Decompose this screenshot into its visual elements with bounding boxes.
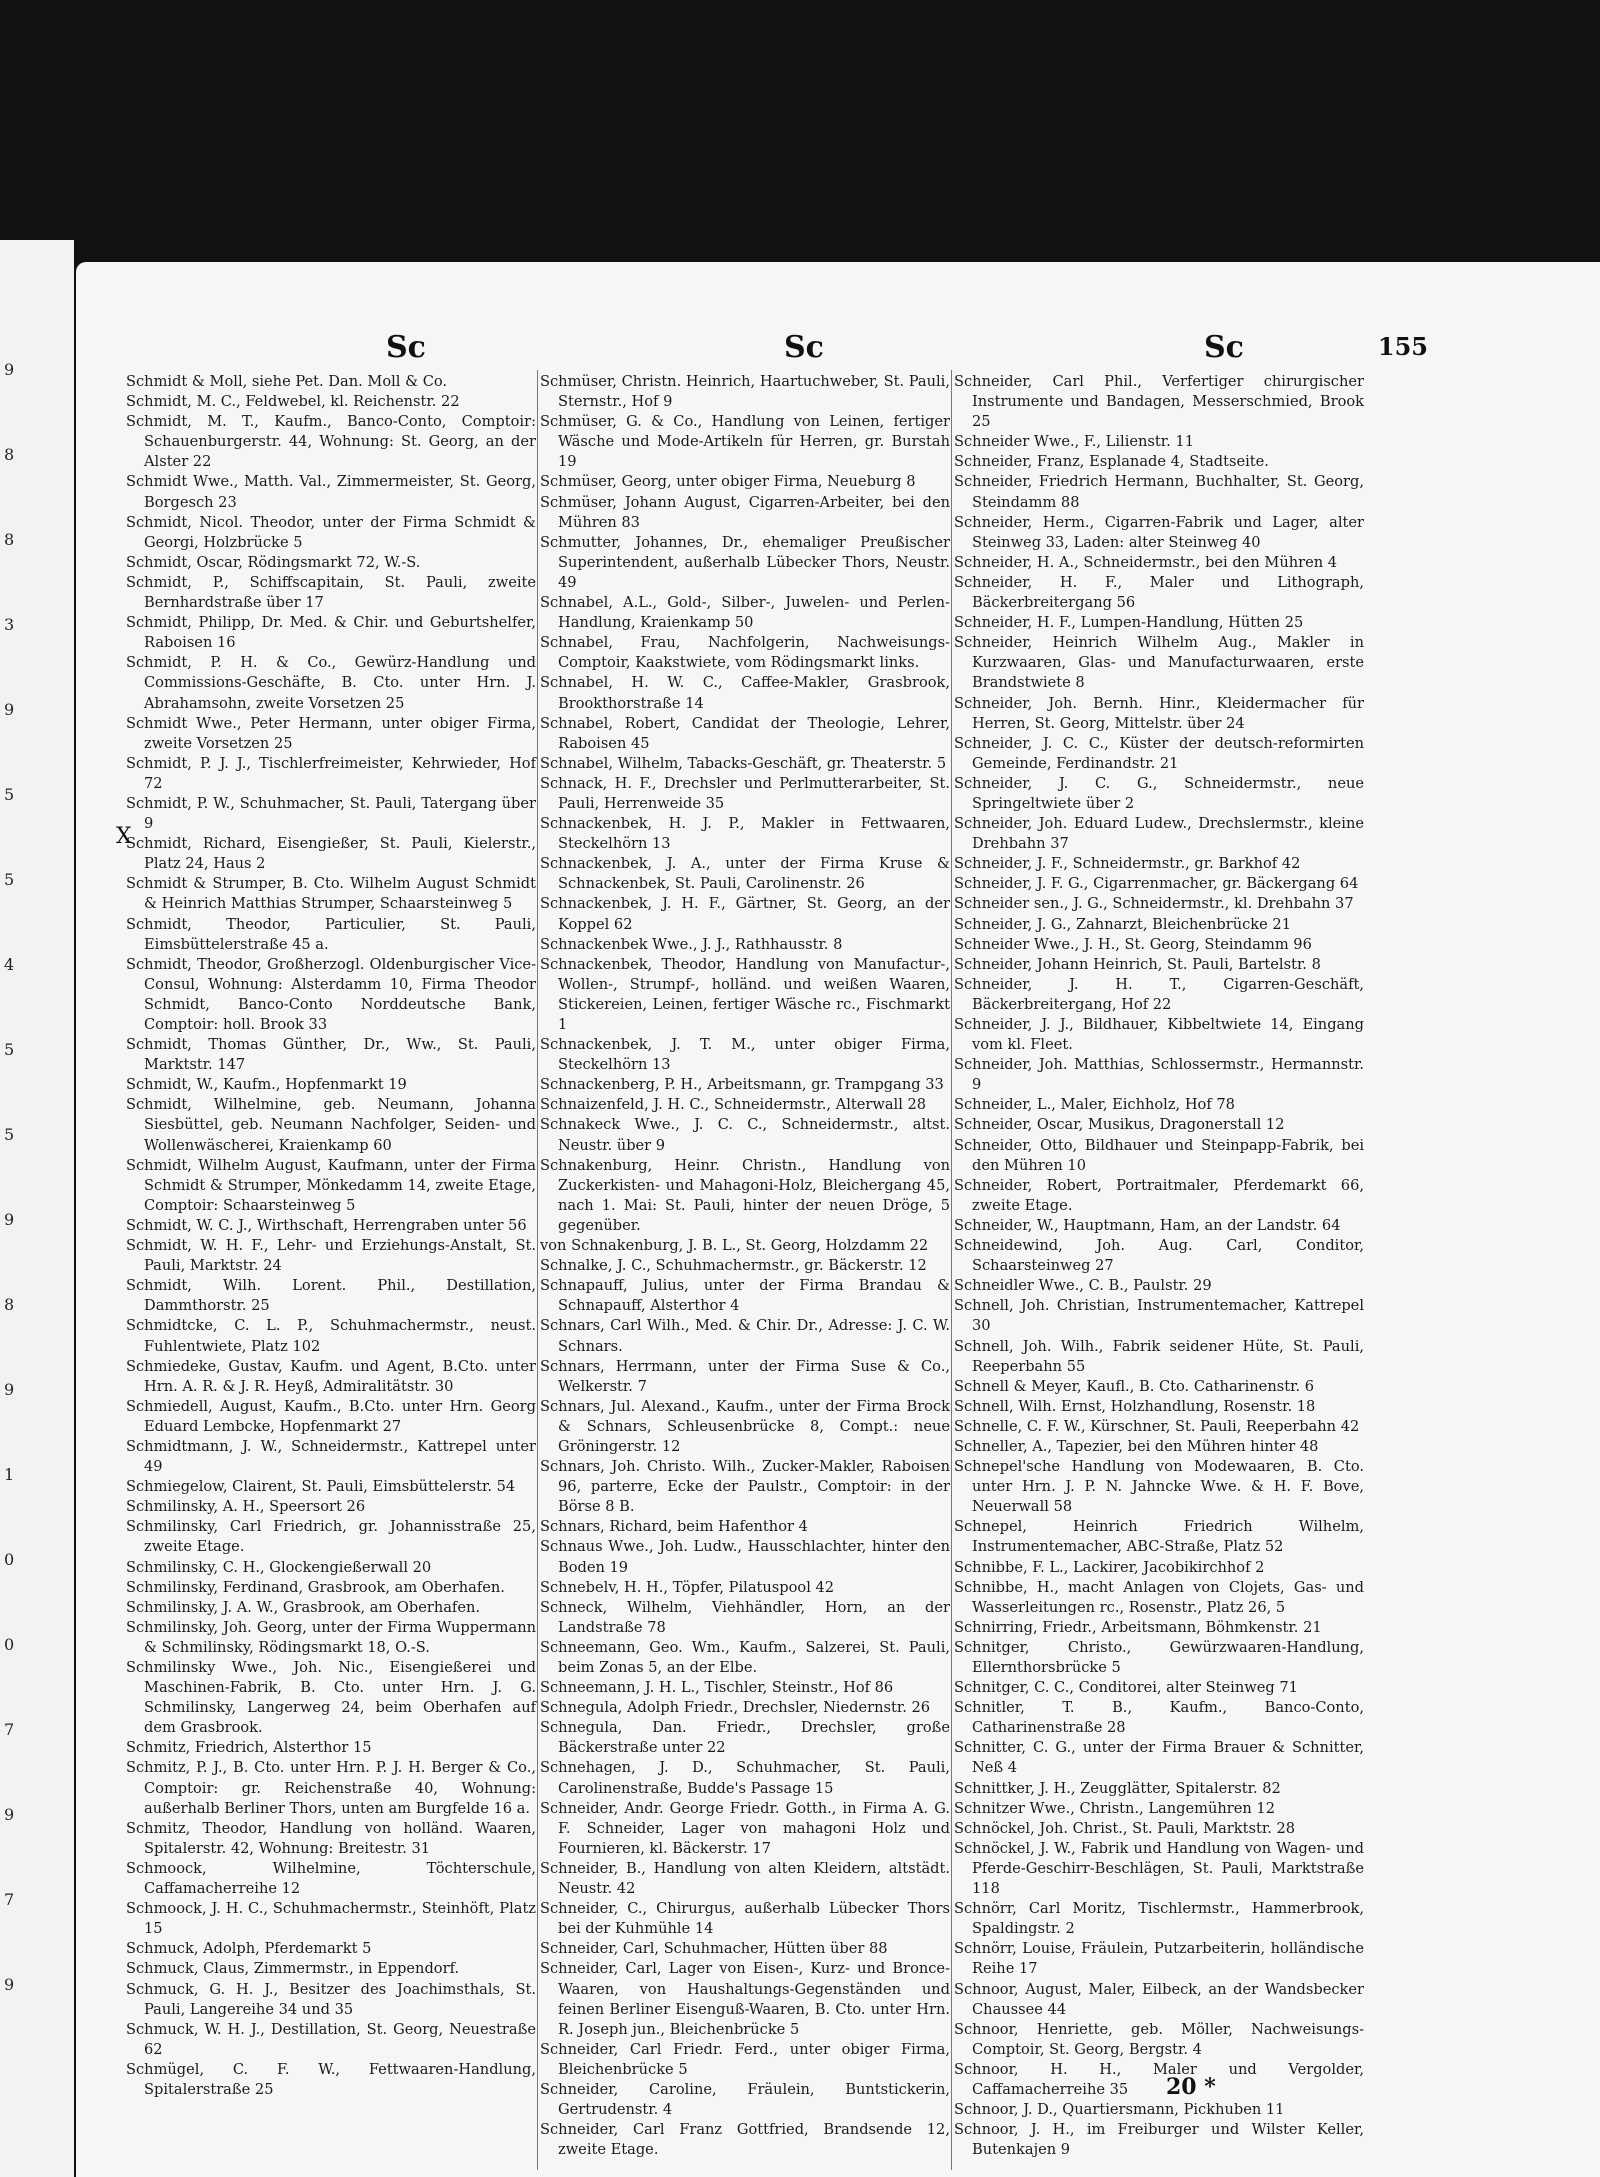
directory-entry: Schmilinsky, Ferdinand, Grasbrook, am Oberhafen. (126, 1578, 505, 1596)
adjacent-page-fragment: 5 (4, 870, 15, 889)
directory-entry: Schmilinsky, A. H., Speersort 26 (126, 1498, 366, 1516)
directory-entry: Schnars, Carl Wilh., Med. & Chir. Dr., Adresse: J. C. W. Schnars. (540, 1317, 950, 1355)
directory-entry: Schneider, J. H. T., Cigarren-Geschäft, Bäckerbreitergang, Hof 22 (954, 975, 1364, 1013)
directory-entry: Schmidt, Wilh. Lorent. Phil., Destillation, Dammthorstr. 25 (126, 1277, 536, 1315)
directory-entry: Schmidt, Theodor, Particulier, St. Pauli, Eimsbüttelerstraße 45 a. (126, 915, 536, 953)
directory-entry: Schnell, Wilh. Ernst, Holzhandlung, Rosenstr. 18 (954, 1397, 1316, 1415)
directory-entry: Schneider, B., Handlung von alten Kleidern, altstädt. Neustr. 42 (540, 1859, 950, 1898)
directory-entry: Schnars, Herrmann, unter der Firma Suse & Co., Welkerstr. 7 (540, 1357, 950, 1395)
directory-entry: Schneller, A., Tapezier, bei den Mühren hinter 48 (954, 1437, 1319, 1455)
adjacent-page-strip (0, 240, 74, 2177)
directory-entry: Schneider, L., Maler, Eichholz, Hof 78 (954, 1096, 1235, 1114)
directory-entry: Schnoor, August, Maler, Eilbeck, an der Wandsbecker Chaussee 44 (954, 1980, 1364, 2018)
directory-entry: Schmidt, P., Schiffscapitain, St. Pauli, zweite Bernhardstraße über 17 (126, 573, 536, 612)
directory-entry: Schmügel, C. F. W., Fettwaaren-Handlung, Spitalerstraße 25 (126, 2060, 536, 2098)
directory-entry: Schneider, Friedrich Hermann, Buchhalter, St. Georg, Steindamm 88 (954, 473, 1364, 511)
directory-entry: Schmitz, Theodor, Handlung von holländ. Waaren, Spitalerstr. 42, Wohnung: Breitestr. 31 (126, 1819, 536, 1857)
directory-entry: Schmidt, W. H. F., Lehr- und Erziehungs-Anstalt, St. Pauli, Marktstr. 24 (126, 1237, 536, 1275)
directory-entry: Schnackenbek, J. H. F., Gärtner, St. Georg, an der Koppel 62 (540, 895, 950, 933)
directory-entry: Schneider, J. C. G., Schneidermstr., neue Springeltwiete über 2 (954, 774, 1364, 812)
directory-entry: Schnitzer Wwe., Christn., Langemühren 12 (954, 1799, 1275, 1817)
adjacent-page-fragment: 0 (4, 1550, 15, 1569)
directory-entry: Schnaus Wwe., Joh. Ludw., Hausschlachter, hinter den Boden 19 (540, 1538, 950, 1576)
directory-entry: Schneider, Carl, Lager von Eisen-, Kurz- und Bronce-Waaren, von Haushaltungs-Gegenständen und feinen Berliner Eisenguß-Waaren, B. Cto. unter Hrn. R. Joseph jun., Bleichenbrücke 5 (540, 1960, 950, 2038)
directory-entry: Schneider, W., Hauptmann, Ham, an der Landstr. 64 (954, 1216, 1341, 1234)
directory-entry: Schnaizenfeld, J. H. C., Schneidermstr., Alterwall 28 (540, 1096, 927, 1114)
header-letter-middle: Sc (784, 330, 824, 365)
directory-entry: Schmidtcke, C. L. P., Schuhmachermstr., neust. Fuhlentwiete, Platz 102 (126, 1317, 536, 1355)
directory-entry: Schmidt, Wilhelmine, geb. Neumann, Johanna Siesbüttel, geb. Neumann Nachfolger, Seiden- und Wollenwäscherei, Kraienkamp 60 (126, 1096, 536, 1154)
directory-entry: Schnittker, J. H., Zeugglätter, Spitalerstr. 82 (954, 1779, 1281, 1797)
directory-entry: Schnackenbek, J. T. M., unter obiger Firma, Steckelhörn 13 (540, 1036, 950, 1074)
directory-entry: Schneider, Otto, Bildhauer und Steinpapp-Fabrik, bei den Mühren 10 (954, 1136, 1364, 1174)
directory-entry: Schneider, Andr. George Friedr. Gotth., in Firma A. G. F. Schneider, Lager von mahagoni Holz und Fournieren, kl. Bäckerstr. 17 (540, 1799, 950, 1857)
directory-entry: Schneider, J. C. C., Küster der deutsch-reformirten Gemeinde, Ferdinandstr. 21 (954, 734, 1364, 772)
header-letter-right: Sc (1204, 330, 1244, 365)
directory-entry: Schnoor, H. H., Maler und Vergolder, Caffamacherreihe 35 (954, 2060, 1364, 2098)
directory-entry: Schmüser, G. & Co., Handlung von Leinen, fertiger Wäsche und Mode-Artikeln für Herren, gr. Burstah 19 (540, 413, 950, 471)
adjacent-page-fragment: 9 (4, 360, 15, 379)
directory-entry: Schnell, Joh. Christian, Instrumentemacher, Kattrepel 30 (954, 1297, 1364, 1335)
directory-entry: Schneider, J. F. G., Cigarrenmacher, gr. Bäckergang 64 (954, 875, 1359, 893)
directory-entry: Schnell & Meyer, Kaufl., B. Cto. Catharinenstr. 6 (954, 1377, 1315, 1395)
directory-entry: Schneidewind, Joh. Aug. Carl, Conditor, Schaarsteinweg 27 (954, 1237, 1364, 1275)
page-header (156, 330, 1428, 370)
page-number: 155 (1377, 332, 1428, 361)
directory-entry: Schmiedeke, Gustav, Kaufm. und Agent, B.Cto. unter Hrn. A. R. & J. R. Heyß, Admiralitätstr. 30 (126, 1357, 536, 1395)
directory-entry: Schneider, Johann Heinrich, St. Pauli, Bartelstr. 8 (954, 955, 1321, 973)
directory-entry: Schneck, Wilhelm, Viehhändler, Horn, an der Landstraße 78 (540, 1598, 950, 1636)
directory-entry: Schnabel, A.L., Gold-, Silber-, Juwelen- und Perlen-Handlung, Kraienkamp 50 (540, 594, 950, 632)
directory-entry: Schmidt & Strumper, B. Cto. Wilhelm August Schmidt & Heinrich Matthias Strumper, Schaarsteinweg 5 (126, 875, 536, 913)
directory-entry: Schmitz, Friedrich, Alsterthor 15 (126, 1739, 372, 1757)
directory-entry: Schnörr, Louise, Fräulein, Putzarbeiterin, holländische Reihe 17 (954, 1940, 1364, 1978)
adjacent-page-fragment: 9 (4, 1975, 15, 1994)
directory-entry: Schnakenburg, Heinr. Christn., Handlung von Zuckerkisten- und Mahagoni-Holz, Bleichergang 45, nach 1. Mai: St. Pauli, hinter der neuen Dröge, 5 gegenüber. (540, 1156, 950, 1234)
directory-entry: Schneider, Carl Phil., Verfertiger chirurgischer Instrumente und Bandagen, Messerschmied, Brook 25 (954, 373, 1364, 431)
directory-entry: Schmidt, P. J. J., Tischlerfreimeister, Kehrwieder, Hof 72 (126, 754, 536, 792)
directory-entry: Schmidt, M. T., Kaufm., Banco-Conto, Comptoir: Schauenburgerstr. 44, Wohnung: St. Georg, an der Alster 22 (126, 413, 536, 471)
directory-entry: Schnabel, Frau, Nachfolgerin, Nachweisungs-Comptoir, Kaakstwiete, vom Rödingsmarkt links. (540, 634, 950, 672)
directory-entry: Schnöckel, J. W., Fabrik und Handlung von Wagen- und Pferde-Geschirr-Beschlägen, St. Pauli, Marktstraße 118 (954, 1839, 1364, 1898)
directory-entry: Schmuck, G. H. J., Besitzer des Joachimsthals, St. Pauli, Langereihe 34 und 35 (126, 1980, 536, 2018)
adjacent-page-fragment: 8 (4, 530, 15, 549)
directory-entry: Schneider, Franz, Esplanade 4, Stadtseite. (954, 453, 1269, 471)
directory-entry: Schnoor, J. D., Quartiersmann, Pickhuben 11 (954, 2101, 1285, 2119)
directory-entry: Schnabel, Wilhelm, Tabacks-Geschäft, gr. Theaterstr. 5 (540, 754, 947, 772)
directory-entry: Schnibbe, F. L., Lackirer, Jacobikirchhof 2 (954, 1558, 1265, 1576)
adjacent-page-fragment: 9 (4, 1380, 15, 1399)
directory-entry: Schmuck, Adolph, Pferdemarkt 5 (126, 1940, 372, 1958)
directory-entry: Schnebelv, H. H., Töpfer, Pilatuspool 42 (540, 1578, 835, 1596)
directory-entry: Schnackenbek, J. A., unter der Firma Kruse & Schnackenbek, St. Pauli, Carolinenstr. 26 (540, 855, 950, 893)
directory-entry: Schneider, Carl, Schuhmacher, Hütten über 88 (540, 1940, 888, 1958)
directory-entry: Schneider, Caroline, Fräulein, Buntstickerin, Gertrudenstr. 4 (540, 2080, 950, 2119)
directory-entry: Schmidt Wwe., Matth. Val., Zimmermeister, St. Georg, Borgesch 23 (126, 473, 536, 511)
directory-entry: Schmidt, P. W., Schuhmacher, St. Pauli, Tatergang über 9 (126, 794, 536, 833)
directory-entry: Schmidt, Richard, Eisengießer, St. Pauli, Kielerstr., Platz 24, Haus 2 (126, 835, 536, 873)
directory-entry: Schneider, H. F., Lumpen-Handlung, Hütten 25 (954, 614, 1304, 632)
directory-entry: Schmilinsky, Joh. Georg, unter der Firma Wuppermann & Schmilinsky, Rödingsmarkt 18, O.-S. (126, 1618, 536, 1656)
adjacent-page-fragment: 7 (4, 1890, 15, 1909)
directory-entry: Schneider, J. G., Zahnarzt, Bleichenbrücke 21 (954, 915, 1291, 933)
directory-entry: Schnepel'sche Handlung von Modewaaren, B. Cto. unter Hrn. J. P. N. Jahncke Wwe. & H. F. Bove, Neuerwall 58 (954, 1458, 1364, 1516)
directory-entry: Schneider, J. J., Bildhauer, Kibbeltwiete 14, Eingang vom kl. Fleet. (954, 1016, 1364, 1054)
adjacent-page-fragment: 4 (4, 955, 15, 974)
directory-entry: Schnitter, C. G., unter der Firma Brauer & Schnitter, Neß 4 (954, 1739, 1364, 1777)
directory-entry: Schneidler Wwe., C. B., Paulstr. 29 (954, 1277, 1212, 1295)
directory-entry: Schmidt, W. C. J., Wirthschaft, Herrengraben unter 56 (126, 1216, 527, 1234)
directory-entry: Schnitger, C. C., Conditorei, alter Steinweg 71 (954, 1679, 1298, 1697)
directory-entry: Schnoor, Henriette, geb. Möller, Nachweisungs-Comptoir, St. Georg, Bergstr. 4 (954, 2020, 1364, 2058)
column-rule (537, 370, 538, 2170)
directory-entry: Schnackenberg, P. H., Arbeitsmann, gr. Trampgang 33 (540, 1076, 944, 1094)
directory-entry: Schmilinsky, C. H., Glockengießerwall 20 (126, 1558, 432, 1576)
directory-entry: Schnibbe, H., macht Anlagen von Clojets, Gas- und Wasserleitungen rc., Rosenstr., Platz 26, 5 (954, 1578, 1364, 1616)
directory-entry: Schnegula, Dan. Friedr., Drechsler, große Bäckerstraße unter 22 (540, 1719, 950, 1757)
directory-entry: Schmitz, P. J., B. Cto. unter Hrn. P. J. H. Berger & Co., Comptoir: gr. Reichenstraße 40, Wohnung: außerhalb Berliner Thors, unten am Burgfelde 16 a. (126, 1759, 536, 1817)
directory-entry: Schnabel, Robert, Candidat der Theologie, Lehrer, Raboisen 45 (540, 714, 950, 752)
adjacent-page-fragment: 0 (4, 1635, 15, 1654)
directory-entry: Schmidtmann, J. W., Schneidermstr., Kattrepel unter 49 (126, 1437, 536, 1476)
directory-entry: Schnars, Jul. Alexand., Kaufm., unter der Firma Brock & Schnars, Schleusenbrücke 8, Compt.: neue Gröningerstr. 12 (540, 1397, 950, 1455)
directory-entry: Schnepel, Heinrich Friedrich Wilhelm, Instrumentemacher, ABC-Straße, Platz 52 (954, 1518, 1364, 1556)
directory-entry: Schmiegelow, Clairent, St. Pauli, Eimsbüttelerstr. 54 (126, 1478, 516, 1496)
directory-entry: Schmidt, Theodor, Großherzogl. Oldenburgischer Vice-Consul, Wohnung: Alsterdamm 10, Firma Theodor Schmidt, Banco-Conto Norddeutsche Bank, Comptoir: holl. Brook 33 (126, 955, 536, 1033)
directory-entry: Schnalke, J. C., Schuhmachermstr., gr. Bäckerstr. 12 (540, 1257, 927, 1275)
header-letter-left: Sc (386, 330, 426, 365)
directory-entry: Schnegula, Adolph Friedr., Drechsler, Niedernstr. 26 (540, 1699, 931, 1717)
directory-entry: Schmuck, Claus, Zimmermstr., in Eppendorf. (126, 1960, 460, 1978)
directory-entry: Schmüser, Christn. Heinrich, Haartuchweber, St. Pauli, Sternstr., Hof 9 (540, 373, 950, 411)
directory-entry: Schmilinsky Wwe., Joh. Nic., Eisengießerei und Maschinen-Fabrik, B. Cto. unter Hrn. J. G. Schmilinsky, Langerweg 24, beim Oberhafen auf dem Grasbrook. (126, 1659, 536, 1737)
signature-mark: 20 * (1166, 2074, 1216, 2100)
directory-entry: Schmuck, W. H. J., Destillation, St. Georg, Neuestraße 62 (126, 2020, 536, 2058)
margin-mark: X (116, 824, 132, 849)
directory-entry: Schnehagen, J. D., Schuhmacher, St. Pauli, Carolinenstraße, Budde's Passage 15 (540, 1759, 950, 1797)
adjacent-page-fragment: 9 (4, 700, 15, 719)
adjacent-page-fragment: 7 (4, 1720, 15, 1739)
directory-entry: Schneider, J. F., Schneidermstr., gr. Barkhof 42 (954, 855, 1301, 873)
adjacent-page-fragment: 8 (4, 445, 15, 464)
directory-entry: Schmüser, Johann August, Cigarren-Arbeiter, bei den Mühren 83 (540, 493, 950, 531)
directory-entry: Schmoock, J. H. C., Schuhmachermstr., Steinhöft, Platz 15 (126, 1900, 536, 1938)
directory-entry: Schneider, Heinrich Wilhelm Aug., Makler in Kurzwaaren, Glas- und Manufacturwaaren, erste Brandstwiete 8 (954, 634, 1364, 692)
directory-entry: Schmidt Wwe., Peter Hermann, unter obiger Firma, zweite Vorsetzen 25 (126, 714, 536, 752)
directory-entry: Schneider, Joh. Bernh. Hinr., Kleidermacher für Herren, St. Georg, Mittelstr. über 24 (954, 694, 1364, 732)
adjacent-page-fragment: 5 (4, 1040, 15, 1059)
directory-entry: Schnackenbek Wwe., J. J., Rathhausstr. 8 (540, 935, 843, 953)
directory-entry: Schneider Wwe., F., Lilienstr. 11 (954, 433, 1194, 451)
directory-entry: Schnirring, Friedr., Arbeitsmann, Böhmkenstr. 21 (954, 1618, 1322, 1636)
adjacent-page-fragment: 1 (4, 1465, 15, 1484)
directory-entry: Schneider Wwe., J. H., St. Georg, Steindamm 96 (954, 935, 1312, 953)
directory-entry: Schmidt, M. C., Feldwebel, kl. Reichenstr. 22 (126, 393, 460, 411)
directory-entry: Schmiedell, August, Kaufm., B.Cto. unter Hrn. Georg Eduard Lembcke, Hopfenmarkt 27 (126, 1397, 536, 1435)
column-middle (540, 372, 950, 2159)
adjacent-page-fragment: 3 (4, 615, 15, 634)
directory-entry: Schnars, Richard, beim Hafenthor 4 (540, 1518, 808, 1536)
directory-entry: Schmilinsky, Carl Friedrich, gr. Johannisstraße 25, zweite Etage. (126, 1518, 536, 1556)
directory-entry: Schneider, Oscar, Musikus, Dragonerstall 12 (954, 1116, 1285, 1134)
directory-entry: Schnapauff, Julius, unter der Firma Brandau & Schnapauff, Alsterthor 4 (540, 1277, 950, 1315)
directory-entry: Schneider, H. A., Schneidermstr., bei den Mühren 4 (954, 553, 1338, 571)
directory-entry: Schnakeck Wwe., J. C. C., Schneidermstr., altst. Neustr. über 9 (540, 1116, 950, 1154)
directory-entry: Schmidt, Wilhelm August, Kaufmann, unter der Firma Schmidt & Strumper, Mönkedamm 14, zweite Etage, Comptoir: Schaarsteinweg 5 (126, 1156, 536, 1214)
directory-entry: Schmidt, W., Kaufm., Hopfenmarkt 19 (126, 1076, 407, 1094)
directory-entry: Schnöckel, Joh. Christ., St. Pauli, Marktstr. 28 (954, 1819, 1296, 1837)
directory-entry: Schnitger, Christo., Gewürzwaaren-Handlung, Ellernthorsbrücke 5 (954, 1638, 1364, 1676)
adjacent-page-fragment: 5 (4, 1125, 15, 1144)
directory-entry: Schneemann, J. H. L., Tischler, Steinstr., Hof 86 (540, 1679, 894, 1697)
directory-entry: Schneider, Carl Franz Gottfried, Brandsende 12, zweite Etage. (540, 2121, 950, 2159)
directory-entry: Schnars, Joh. Christo. Wilh., Zucker-Makler, Raboisen 96, parterre, Ecke der Paulstr., Comptoir: in der Börse 8 B. (540, 1458, 950, 1516)
adjacent-page-fragment: 5 (4, 785, 15, 804)
directory-entry: Schnackenbek, Theodor, Handlung von Manufactur-, Wollen-, Strumpf-, holländ. und weißen Waaren, Stickereien, Leinen, fertiger Wäsche rc., Fischmarkt 1 (540, 955, 950, 1033)
directory-entry: Schnoor, J. H., im Freiburger und Wilster Keller, Butenkajen 9 (954, 2121, 1364, 2159)
directory-page (76, 262, 1600, 2177)
directory-entry: Schnackenbek, H. J. P., Makler in Fettwaaren, Steckelhörn 13 (540, 815, 950, 853)
directory-entry: von Schnakenburg, J. B. L., St. Georg, Holzdamm 22 (540, 1237, 929, 1255)
column-left (126, 372, 536, 2098)
directory-entry: Schneider, H. F., Maler und Lithograph, Bäckerbreitergang 56 (954, 573, 1364, 612)
directory-entry: Schnabel, H. W. C., Caffee-Makler, Grasbrook, Brookthorstraße 14 (540, 674, 950, 712)
directory-entry: Schmidt, P. H. & Co., Gewürz-Handlung und Commissions-Geschäfte, B. Cto. unter Hrn. J. Abrahamsohn, zweite Vorsetzen 25 (126, 654, 536, 712)
directory-entry: Schnack, H. F., Drechsler und Perlmutterarbeiter, St. Pauli, Herrenweide 35 (540, 774, 950, 812)
directory-entry: Schneider, Carl Friedr. Ferd., unter obiger Firma, Bleichenbrücke 5 (540, 2040, 950, 2078)
directory-entry: Schneider, Herm., Cigarren-Fabrik und Lager, alter Steinweg 33, Laden: alter Steinweg 40 (954, 513, 1364, 551)
directory-entry: Schmilinsky, J. A. W., Grasbrook, am Oberhafen. (126, 1598, 481, 1616)
directory-entry: Schnelle, C. F. W., Kürschner, St. Pauli, Reeperbahn 42 (954, 1417, 1360, 1435)
directory-entry: Schnörr, Carl Moritz, Tischlermstr., Hammerbrook, Spaldingstr. 2 (954, 1900, 1364, 1938)
directory-entry: Schmidt, Nicol. Theodor, unter der Firma Schmidt & Georgi, Holzbrücke 5 (126, 513, 536, 551)
directory-entry: Schmidt & Moll, siehe Pet. Dan. Moll & Co. (126, 373, 448, 390)
directory-entry: Schmidt, Thomas Günther, Dr., Ww., St. Pauli, Marktstr. 147 (126, 1036, 536, 1074)
directory-entry: Schneider, Joh. Eduard Ludew., Drechslermstr., kleine Drehbahn 37 (954, 815, 1364, 853)
column-rule (951, 370, 952, 2170)
directory-entry: Schneider, C., Chirurgus, außerhalb Lübecker Thors bei der Kuhmühle 14 (540, 1900, 950, 1938)
adjacent-page-fragment: 9 (4, 1210, 15, 1229)
directory-entry: Schmidt, Oscar, Rödingsmarkt 72, W.-S. (126, 553, 421, 571)
directory-entry: Schmutter, Johannes, Dr., ehemaliger Preußischer Superintendent, außerhalb Lübecker Thors, Neustr. 49 (540, 533, 950, 591)
directory-entry: Schmoock, Wilhelmine, Töchterschule, Caffamacherreihe 12 (126, 1859, 536, 1898)
directory-entry: Schnell, Joh. Wilh., Fabrik seidener Hüte, St. Pauli, Reeperbahn 55 (954, 1337, 1364, 1375)
directory-entry: Schneider, Robert, Portraitmaler, Pferdemarkt 66, zweite Etage. (954, 1176, 1364, 1214)
directory-entry: Schmidt, Philipp, Dr. Med. & Chir. und Geburtshelfer, Raboisen 16 (126, 614, 536, 652)
adjacent-page-fragment: 9 (4, 1805, 15, 1824)
directory-entry: Schneider, Joh. Matthias, Schlossermstr., Hermannstr. 9 (954, 1056, 1364, 1094)
directory-entry: Schmüser, Georg, unter obiger Firma, Neueburg 8 (540, 473, 916, 491)
directory-entry: Schnitler, T. B., Kaufm., Banco-Conto, Catharinenstraße 28 (954, 1699, 1364, 1737)
directory-entry: Schneider sen., J. G., Schneidermstr., kl. Drehbahn 37 (954, 895, 1354, 913)
adjacent-page-fragment: 8 (4, 1295, 15, 1314)
directory-entry: Schneemann, Geo. Wm., Kaufm., Salzerei, St. Pauli, beim Zonas 5, an der Elbe. (540, 1638, 950, 1676)
